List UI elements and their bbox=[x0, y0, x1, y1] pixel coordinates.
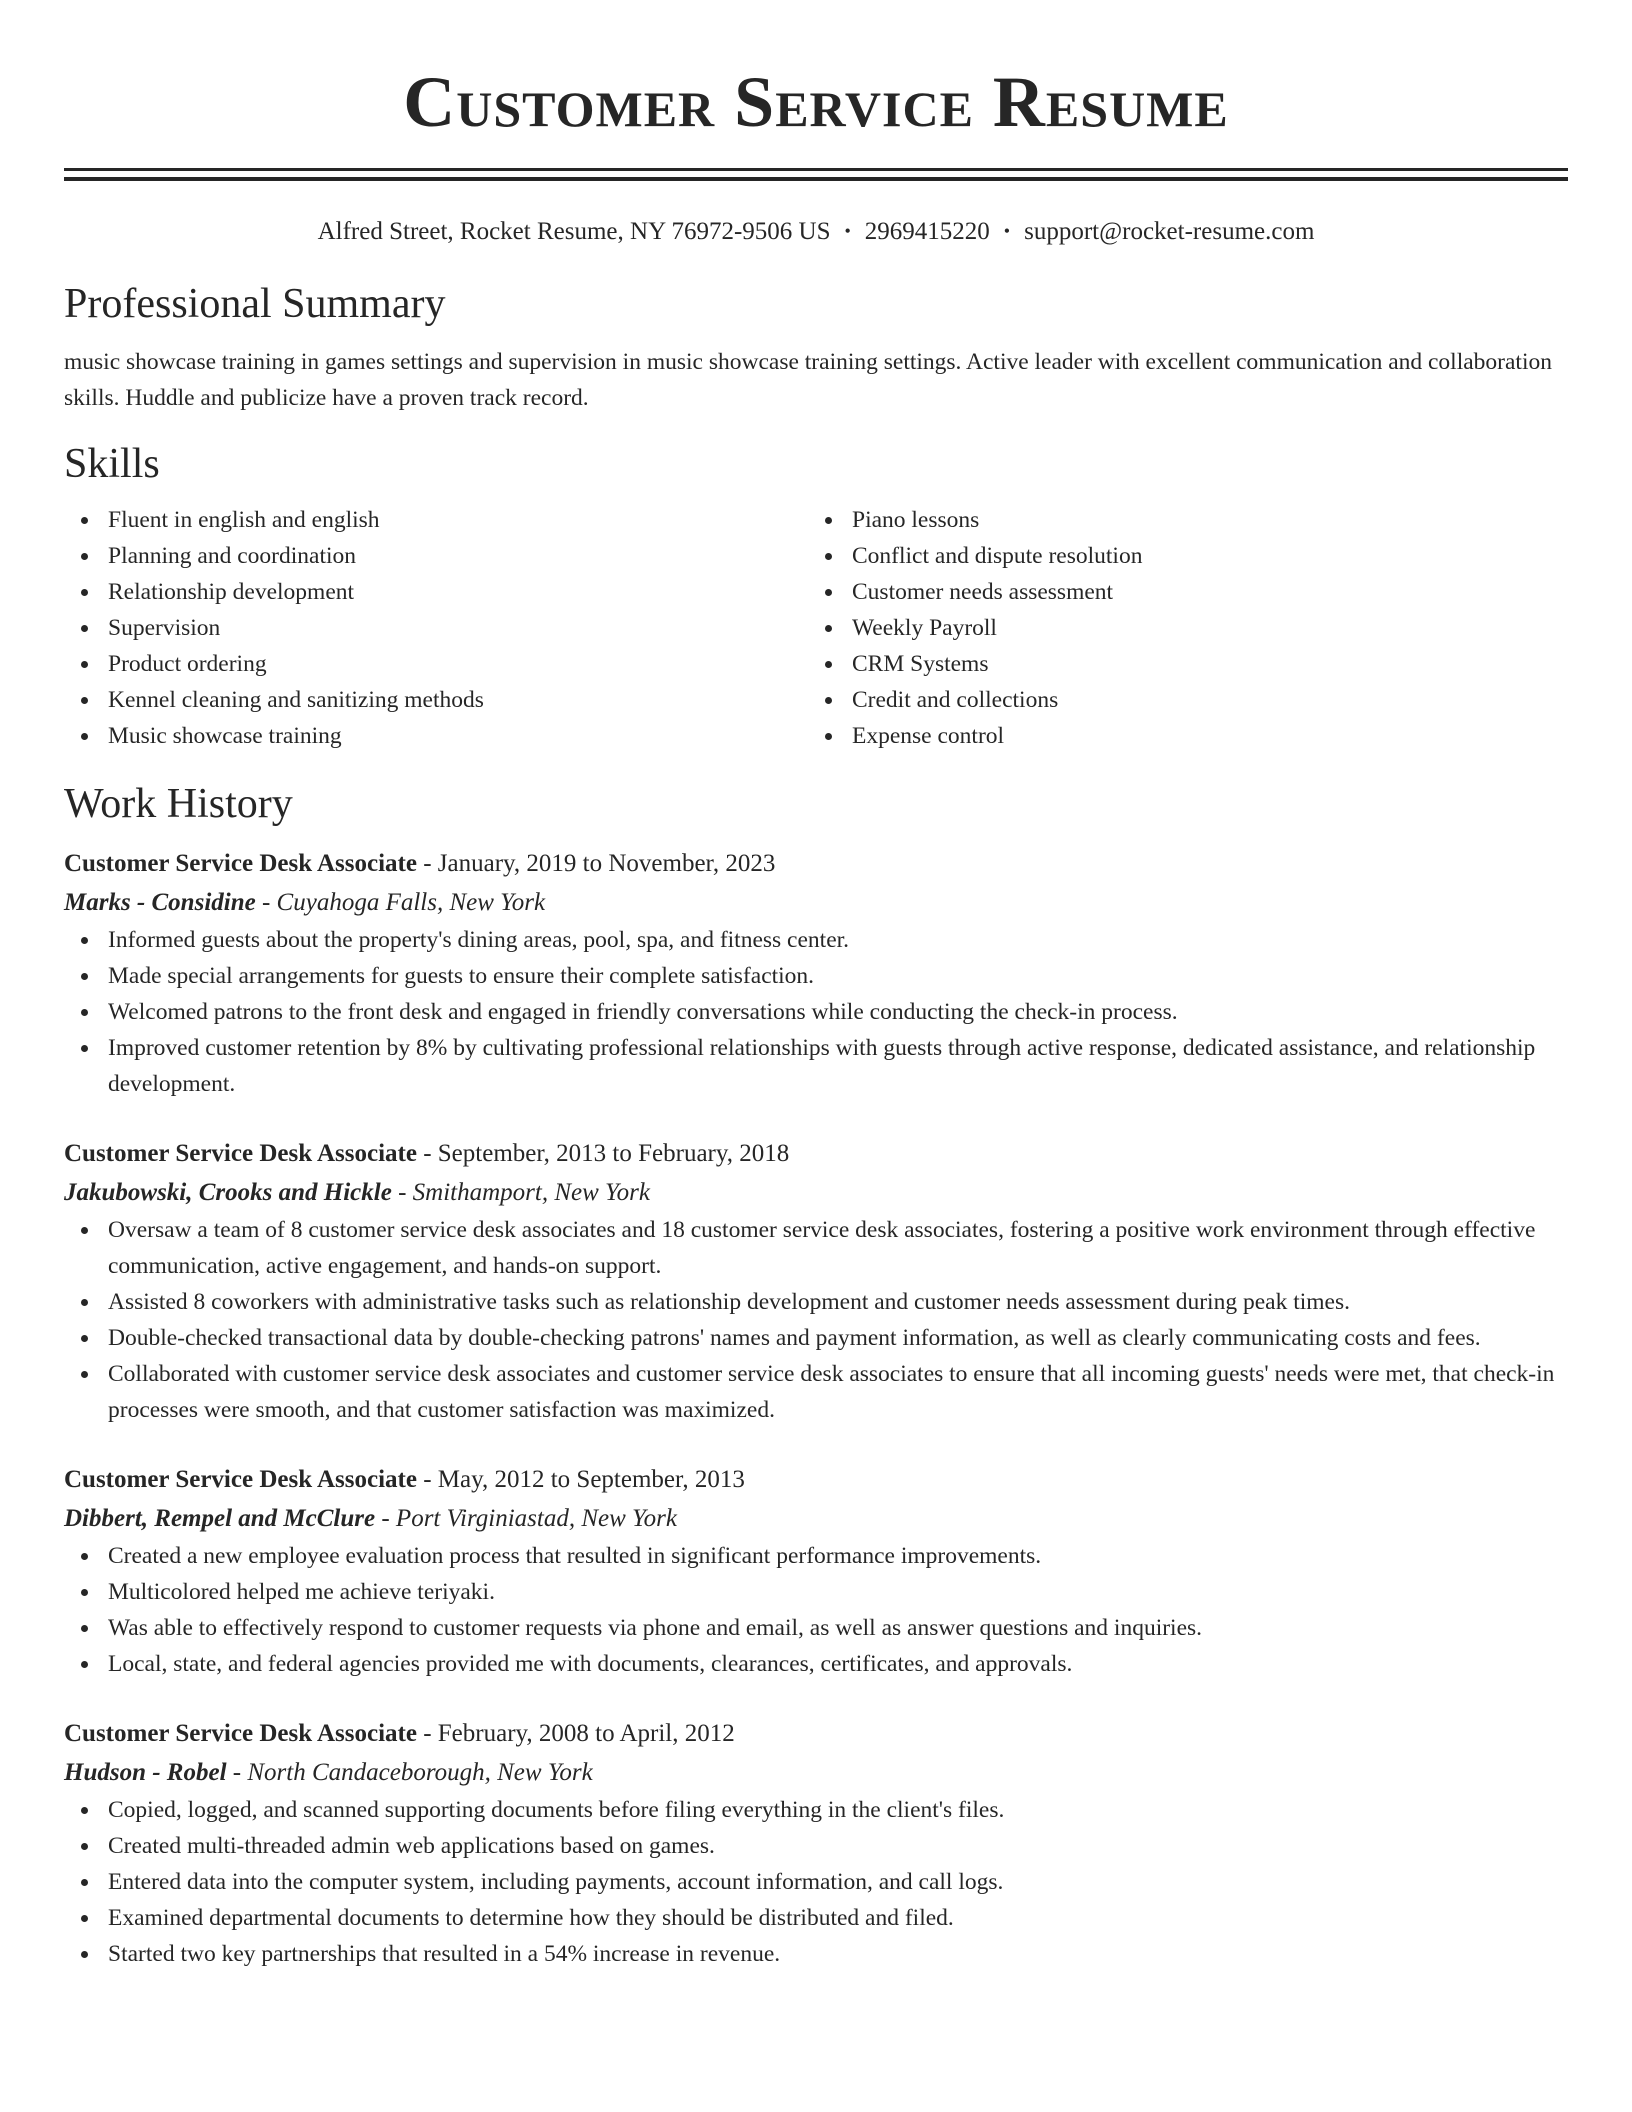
job-duty: Collaborated with customer service desk associates and customer service desk associates to ensure that all incoming guests' needs were met, that check-in processes were smooth, and that customer satisfaction was maximized. bbox=[64, 1356, 1568, 1428]
job-company: Dibbert, Rempel and McClure bbox=[64, 1505, 376, 1532]
contact-separator: • bbox=[1003, 221, 1011, 241]
job-location: - Cuyahoga Falls, New York bbox=[255, 889, 546, 916]
job-duties-list bbox=[64, 1538, 1568, 1682]
job-duty: Local, state, and federal agencies provided me with documents, clearances, certificates, and approvals. bbox=[64, 1646, 1568, 1682]
work-history-heading: Work History bbox=[64, 781, 293, 827]
job-duty: Multicolored helped me achieve teriyaki. bbox=[64, 1574, 1568, 1610]
job-title-line bbox=[64, 1460, 1568, 1500]
skill-item: Kennel cleaning and sanitizing methods bbox=[64, 682, 808, 718]
resume-title: Customer Service Resume bbox=[403, 62, 1229, 142]
job-location: - North Candaceborough, New York bbox=[226, 1759, 593, 1786]
job-duty: Double-checked transactional data by double-checking patrons' names and payment information, as well as clearly communicating costs and fees. bbox=[64, 1320, 1568, 1356]
skill-item: Credit and collections bbox=[808, 682, 1552, 718]
skill-item: Customer needs assessment bbox=[808, 574, 1552, 610]
contact-separator: • bbox=[844, 221, 851, 241]
job-company: Hudson - Robel bbox=[64, 1759, 227, 1786]
job-duty: Created a new employee evaluation process that resulted in significant performance improvements. bbox=[64, 1538, 1568, 1574]
job-duty: Copied, logged, and scanned supporting documents before filing everything in the client's files. bbox=[64, 1792, 1568, 1828]
job-duty: Improved customer retention by 8% by cultivating professional relationships with guests through active response, dedicated assistance, and relationship development. bbox=[64, 1030, 1568, 1102]
job-entry bbox=[64, 1134, 1568, 1428]
skill-item: Music showcase training bbox=[64, 718, 808, 754]
work-history-section bbox=[64, 778, 1568, 1972]
job-duty: Oversaw a team of 8 customer service desk associates and 18 customer service desk associates, fostering a positive work environment through effective communication, active engagement, and hands-on support. bbox=[64, 1212, 1568, 1284]
job-title: Customer Service Desk Associate bbox=[64, 1720, 417, 1747]
job-title-line bbox=[64, 1714, 1568, 1754]
contact-address: Alfred Street, Rocket Resume, NY 76972-9506 US bbox=[317, 218, 831, 245]
skill-item: Relationship development bbox=[64, 574, 808, 610]
job-dates: - February, 2008 to April, 2012 bbox=[416, 1720, 735, 1747]
summary-section bbox=[64, 278, 1568, 416]
job-duty: Examined departmental documents to determine how they should be distributed and filed. bbox=[64, 1900, 1568, 1936]
job-company-line bbox=[64, 1174, 1568, 1212]
job-duty: Created multi-threaded admin web applications based on games. bbox=[64, 1828, 1568, 1864]
skill-item: Fluent in english and english bbox=[64, 502, 808, 538]
skill-item: Conflict and dispute resolution bbox=[808, 538, 1552, 574]
skill-item: Piano lessons bbox=[808, 502, 1552, 538]
skill-item: Weekly Payroll bbox=[808, 610, 1552, 646]
job-duty: Made special arrangements for guests to ensure their complete satisfaction. bbox=[64, 958, 1568, 994]
job-dates: - January, 2019 to November, 2023 bbox=[416, 850, 776, 877]
skill-item: Expense control bbox=[808, 718, 1552, 754]
job-duty: Entered data into the computer system, including payments, account information, and call logs. bbox=[64, 1864, 1568, 1900]
resume-page bbox=[64, 0, 1568, 1972]
job-company-line bbox=[64, 884, 1568, 922]
job-entry bbox=[64, 844, 1568, 1102]
job-location: - Smithamport, New York bbox=[391, 1179, 650, 1206]
skills-list-right bbox=[808, 502, 1552, 754]
job-title-line bbox=[64, 844, 1568, 884]
job-duty: Assisted 8 coworkers with administrative tasks such as relationship development and customer needs assessment during peak times. bbox=[64, 1284, 1568, 1320]
job-title: Customer Service Desk Associate bbox=[64, 1466, 417, 1493]
job-location: - Port Virginiastad, New York bbox=[375, 1505, 677, 1532]
job-company: Jakubowski, Crooks and Hickle bbox=[64, 1179, 392, 1206]
title-divider-thin bbox=[64, 177, 1568, 181]
job-company: Marks - Considine bbox=[64, 889, 256, 916]
skill-item: Planning and coordination bbox=[64, 538, 808, 574]
job-duty: Started two key partnerships that resulted in a 54% increase in revenue. bbox=[64, 1936, 1568, 1972]
job-duties-list bbox=[64, 1792, 1568, 1972]
job-dates: - May, 2012 to September, 2013 bbox=[416, 1466, 745, 1493]
job-duty: Was able to effectively respond to customer requests via phone and email, as well as answer questions and inquiries. bbox=[64, 1610, 1568, 1646]
job-duty: Welcomed patrons to the front desk and engaged in friendly conversations while conducting the check-in process. bbox=[64, 994, 1568, 1030]
contact-email: support@rocket-resume.com bbox=[1024, 218, 1315, 245]
job-duties-list bbox=[64, 1212, 1568, 1428]
job-duty: Informed guests about the property's dining areas, pool, spa, and fitness center. bbox=[64, 922, 1568, 958]
skills-columns bbox=[64, 502, 1568, 754]
contact-line bbox=[64, 215, 1568, 248]
title-divider-thick bbox=[64, 168, 1568, 171]
skills-section bbox=[64, 438, 1568, 754]
job-entry bbox=[64, 1460, 1568, 1682]
summary-text: music showcase training in games settings and supervision in music showcase training settings. Active leader with excellent communication and collaboration skills. Huddle and publicize have a proven track record. bbox=[64, 349, 1552, 411]
skill-item: Supervision bbox=[64, 610, 808, 646]
job-title-line bbox=[64, 1134, 1568, 1174]
summary-heading: Professional Summary bbox=[64, 281, 446, 327]
contact-phone: 2969415220 bbox=[864, 218, 990, 245]
job-dates: - September, 2013 to February, 2018 bbox=[416, 1140, 790, 1167]
skills-list-left bbox=[64, 502, 808, 754]
skill-item: Product ordering bbox=[64, 646, 808, 682]
job-entry bbox=[64, 1714, 1568, 1972]
job-title: Customer Service Desk Associate bbox=[64, 1140, 417, 1167]
job-duties-list bbox=[64, 922, 1568, 1102]
job-company-line bbox=[64, 1500, 1568, 1538]
job-title: Customer Service Desk Associate bbox=[64, 850, 417, 877]
skill-item: CRM Systems bbox=[808, 646, 1552, 682]
skills-heading: Skills bbox=[64, 441, 160, 487]
job-company-line bbox=[64, 1754, 1568, 1792]
